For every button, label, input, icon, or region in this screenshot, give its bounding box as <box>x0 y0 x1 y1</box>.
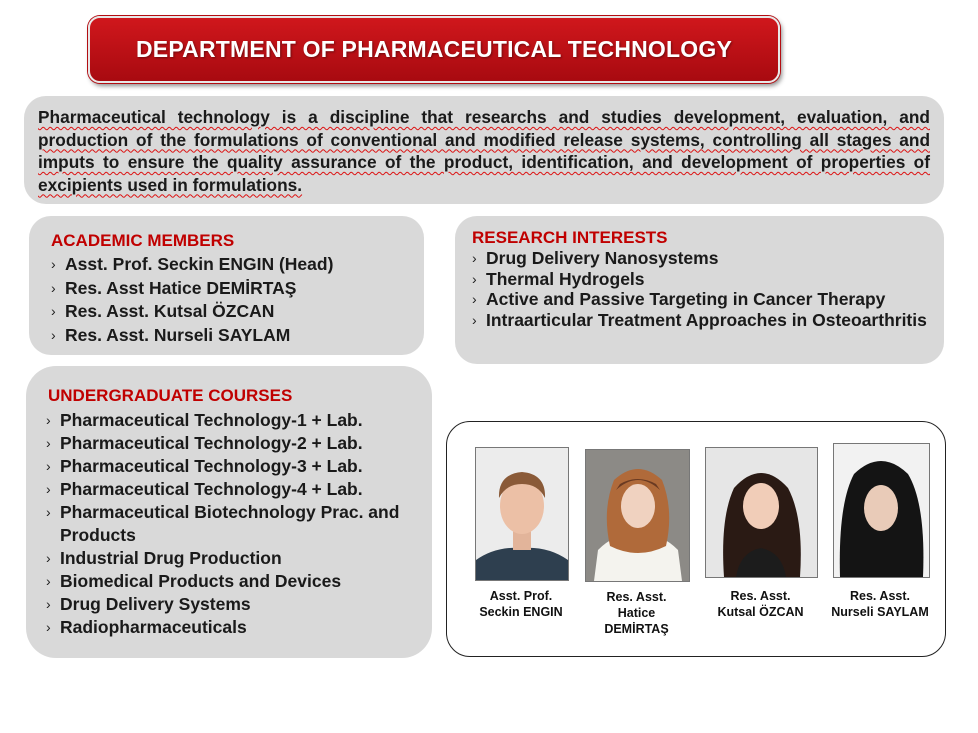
list-item: › Pharmaceutical Technology-4 + Lab. <box>46 479 363 499</box>
list-item: › Biomedical Products and Devices <box>46 571 342 591</box>
bullet-icon: › <box>51 279 56 296</box>
bullet-icon: › <box>46 573 51 589</box>
bullet-icon: › <box>51 256 56 272</box>
person-photo-icon <box>586 450 689 581</box>
list-item: › Pharmaceutical Technology-3 + Lab. <box>46 456 363 476</box>
photo-seckin-engin <box>475 447 569 581</box>
caption-hatice-demirtas: Res. Asst. Hatice DEMİRTAŞ <box>604 590 669 636</box>
research-interests-panel <box>455 216 944 364</box>
list-item: › Intraarticular Treatment Approaches in Osteoarthritis <box>472 309 927 330</box>
bullet-icon: › <box>472 270 477 287</box>
academic-members-panel <box>29 216 424 355</box>
list-item: › Industrial Drug Production <box>46 548 282 568</box>
intro-panel <box>24 96 944 204</box>
bullet-icon: › <box>472 291 477 307</box>
list-item: › Res. Asst Hatice DEMİRTAŞ <box>51 277 333 301</box>
photo-hatice-demirtas <box>585 449 690 582</box>
list-item: › Pharmaceutical Biotechnology Prac. and Products <box>46 502 400 545</box>
list-item: › Thermal Hydrogels <box>472 268 645 289</box>
academic-list <box>51 253 333 347</box>
research-heading: RESEARCH INTERESTS <box>472 228 668 247</box>
bullet-icon: › <box>51 303 56 319</box>
bullet-icon: › <box>46 481 51 497</box>
bullet-icon: › <box>46 504 51 520</box>
bullet-icon: › <box>46 412 51 428</box>
bullet-icon: › <box>472 250 477 266</box>
staff-photos-box <box>446 421 946 657</box>
list-item: › Drug Delivery Systems <box>46 594 251 614</box>
title-banner <box>88 16 780 83</box>
research-list <box>472 248 937 330</box>
bullet-icon: › <box>46 596 51 612</box>
person-photo-icon <box>834 444 929 577</box>
list-item: › Active and Passive Targeting in Cancer Therapy <box>472 289 886 309</box>
list-item: › Res. Asst. Kutsal ÖZCAN <box>51 300 333 324</box>
list-item: › Res. Asst. Nurseli SAYLAM <box>51 324 333 348</box>
caption-seckin-engin: Asst. Prof. Seckin ENGIN <box>479 589 563 619</box>
caption-nurseli-saylam: Res. Asst. Nurseli SAYLAM <box>831 589 929 619</box>
bullet-icon: › <box>46 619 51 635</box>
photo-nurseli-saylam <box>833 443 930 578</box>
list-item: › Drug Delivery Nanosystems <box>472 248 719 268</box>
bullet-icon: › <box>46 458 51 474</box>
courses-heading: UNDERGRADUATE COURSES <box>48 386 293 405</box>
page-title: DEPARTMENT OF PHARMACEUTICAL TECHNOLOGY <box>136 36 732 62</box>
bullet-icon: › <box>51 326 56 343</box>
bullet-icon: › <box>46 435 51 451</box>
person-photo-icon <box>476 448 568 580</box>
academic-heading: ACADEMIC MEMBERS <box>51 231 235 250</box>
undergraduate-courses-panel <box>26 366 432 658</box>
person-photo-icon <box>706 448 817 577</box>
list-item: › Pharmaceutical Technology-1 + Lab. <box>46 410 363 430</box>
list-item: › Asst. Prof. Seckin ENGIN (Head) <box>51 253 333 277</box>
caption-kutsal-ozcan: Res. Asst. Kutsal ÖZCAN <box>717 589 804 619</box>
bullet-icon: › <box>46 550 51 566</box>
list-item: › Radiopharmaceuticals <box>46 617 247 637</box>
bullet-icon: › <box>472 311 477 328</box>
courses-list <box>46 409 416 639</box>
intro-text: Pharmaceutical technology is a discipline that researchs and studies development, evaluation, and production of the formulations of conventional and modified release systems, controlling all stages and imputs to ensure the quality assurance of the product, identification, and development of properties of excipients used in formulations. <box>38 107 930 195</box>
list-item: › Pharmaceutical Technology-2 + Lab. <box>46 433 363 453</box>
photo-kutsal-ozcan <box>705 447 818 578</box>
